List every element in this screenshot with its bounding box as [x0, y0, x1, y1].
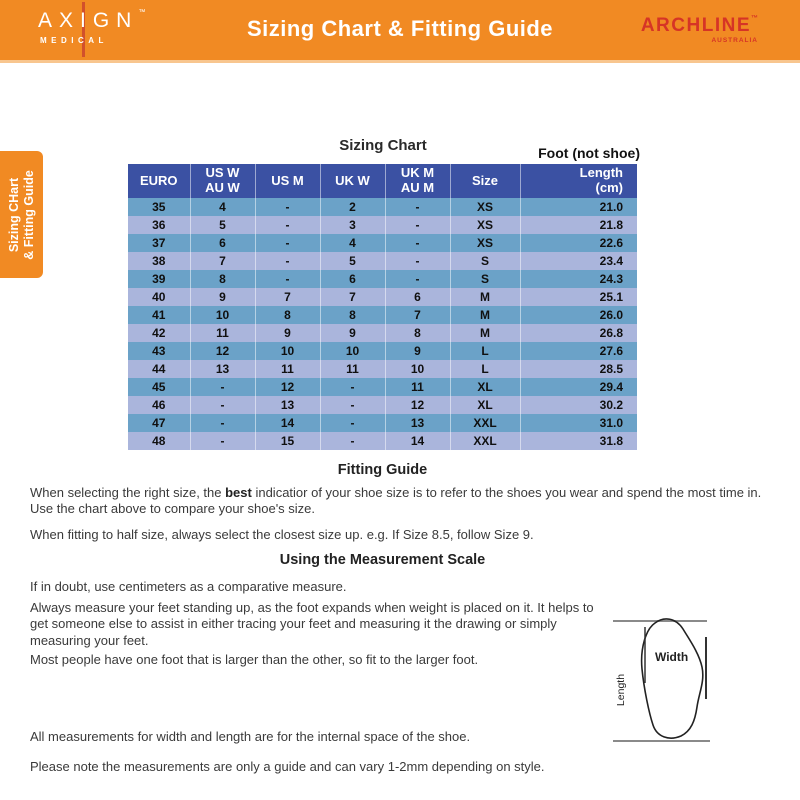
length-label: Length	[615, 673, 627, 707]
table-cell: -	[320, 378, 385, 396]
table-cell: 21.0	[599, 200, 623, 214]
table-cell: 11	[320, 360, 385, 378]
table-cell: 37	[128, 234, 190, 252]
table-cell: 47	[128, 414, 190, 432]
table-row	[128, 252, 637, 270]
table-cell: XXL	[450, 432, 520, 450]
table-cell: S	[450, 270, 520, 288]
sizing-table	[128, 164, 637, 450]
fitting-paragraph-1: When selecting the right size, the best indicatior of your shoe size is to refer to the shoes you wear and spend the most time in. Use the chart above to compare your shoe's size.	[30, 485, 762, 517]
fitting-paragraph-2: When fitting to half size, always select the closest size up. e.g. If Size 8.5, follow Size 9.	[30, 527, 534, 542]
column-header: US W AU W	[190, 164, 255, 198]
width-label: Width	[655, 650, 689, 664]
table-cell: -	[255, 270, 320, 288]
header-bar	[0, 0, 800, 60]
table-cell: -	[255, 198, 320, 216]
table-cell: -	[190, 414, 255, 432]
column-header: US M	[255, 164, 320, 198]
archline-logo	[641, 15, 758, 44]
table-row	[128, 216, 637, 234]
table-cell: 4	[320, 234, 385, 252]
side-tab-label: Sizing CHart & Fitting Guide	[6, 169, 36, 260]
foot-not-shoe-label: Foot (not shoe)	[538, 145, 640, 161]
table-cell: 25.1	[599, 290, 623, 304]
table-cell: 28.5	[599, 362, 623, 376]
table-cell: 13	[255, 396, 320, 414]
brand-name: ARCHLINE™	[640, 15, 758, 36]
table-cell: M	[450, 288, 520, 306]
table-row	[128, 306, 637, 324]
column-header: EURO	[128, 164, 190, 198]
table-cell: 31.0	[599, 416, 623, 430]
table-cell: 4	[190, 198, 255, 216]
table-cell: -	[385, 198, 450, 216]
measurement-paragraph-4: All measurements for width and length are for the internal space of the shoe.	[30, 729, 471, 744]
table-cell: 7	[190, 252, 255, 270]
column-header: Length (cm)	[520, 164, 637, 198]
bold-word: best	[225, 485, 252, 500]
side-tab-sizing-chart	[0, 151, 43, 278]
table-cell: -	[190, 432, 255, 450]
logo-subtitle: MEDICAL	[40, 36, 108, 45]
table-row	[128, 378, 637, 396]
table-cell: -	[385, 252, 450, 270]
table-cell: -	[320, 414, 385, 432]
table-cell: 31.8	[599, 434, 623, 448]
table-cell: 39	[128, 270, 190, 288]
table-cell: 8	[385, 324, 450, 342]
table-cell: 6	[320, 270, 385, 288]
foot-outline-drawing	[606, 610, 764, 778]
table-cell: 27.6	[599, 344, 623, 358]
table-cell: 44	[128, 360, 190, 378]
table-cell: -	[255, 252, 320, 270]
table-cell: 40	[128, 288, 190, 306]
table-cell: 6	[190, 234, 255, 252]
table-cell: 45	[128, 378, 190, 396]
table-cell: 8	[255, 306, 320, 324]
table-cell: 12	[255, 378, 320, 396]
measurement-scale-heading: Using the Measurement Scale	[279, 552, 486, 568]
table-cell: S	[450, 252, 520, 270]
table-cell: L	[450, 360, 520, 378]
table-cell: 26.8	[599, 326, 623, 340]
table-cell: 24.3	[599, 272, 623, 286]
table-header-row	[128, 164, 637, 198]
table-row	[128, 414, 637, 432]
table-cell: 9	[190, 288, 255, 306]
table-cell: 38	[128, 252, 190, 270]
table-cell: 14	[385, 432, 450, 450]
table-cell: 6	[385, 288, 450, 306]
table-cell: -	[190, 378, 255, 396]
table-cell: 13	[385, 414, 450, 432]
table-row	[128, 234, 637, 252]
table-cell: 12	[190, 342, 255, 360]
axign-logo	[38, 9, 145, 45]
table-cell: XL	[450, 396, 520, 414]
table-cell: 10	[255, 342, 320, 360]
table-row	[128, 324, 637, 342]
table-cell: L	[450, 342, 520, 360]
column-header: UK W	[320, 164, 385, 198]
trademark-symbol: ™	[138, 9, 146, 16]
table-cell: M	[450, 306, 520, 324]
table-cell: 9	[385, 342, 450, 360]
table-row	[128, 288, 637, 306]
column-header: UK M AU M	[385, 164, 450, 198]
table-cell: -	[190, 396, 255, 414]
table-cell: 15	[255, 432, 320, 450]
table-cell: XS	[450, 198, 520, 216]
table-cell: 13	[190, 360, 255, 378]
table-cell: XS	[450, 234, 520, 252]
table-cell: -	[320, 432, 385, 450]
table-cell: 48	[128, 432, 190, 450]
table-cell: 7	[385, 306, 450, 324]
table-cell: 8	[190, 270, 255, 288]
logo-name: AXIGN™	[38, 9, 146, 32]
table-cell: 5	[190, 216, 255, 234]
table-cell: 10	[320, 342, 385, 360]
table-cell: 7	[255, 288, 320, 306]
table-cell: -	[385, 216, 450, 234]
table-cell: XS	[450, 216, 520, 234]
table-cell: 11	[255, 360, 320, 378]
table-cell: 35	[128, 198, 190, 216]
table-cell: 11	[190, 324, 255, 342]
measurement-paragraph-3: Most people have one foot that is larger than the other, so fit to the larger foot.	[30, 652, 479, 667]
table-cell: -	[255, 234, 320, 252]
table-cell: 21.8	[599, 218, 623, 232]
measurement-paragraph-2: Always measure your feet standing up, as the foot expands when weight is placed on it. It helps to get someone else to assist in either tracing your feet and measuring it the drawing or simply measuring your feet.	[30, 600, 594, 648]
brand-subtitle: AUSTRALIA	[711, 37, 758, 44]
table-cell: 7	[320, 288, 385, 306]
table-row	[128, 396, 637, 414]
table-row	[128, 198, 637, 216]
foot-measurement-diagram	[606, 610, 764, 783]
table-cell: 9	[255, 324, 320, 342]
table-row	[128, 342, 637, 360]
fitting-guide-heading: Fitting Guide	[337, 462, 428, 478]
table-cell: XXL	[450, 414, 520, 432]
table-cell: 9	[320, 324, 385, 342]
table-cell: 22.6	[599, 236, 623, 250]
table-cell: 3	[320, 216, 385, 234]
table-row	[128, 360, 637, 378]
header-underline-decoration	[0, 60, 800, 63]
column-header: Size	[450, 164, 520, 198]
sizing-chart-title: Sizing Chart	[339, 137, 427, 154]
trademark-symbol: ™	[751, 15, 758, 22]
foot-outline-path	[642, 619, 703, 738]
table-cell: M	[450, 324, 520, 342]
measurement-paragraph-1: If in doubt, use centimeters as a comparative measure.	[30, 579, 347, 594]
table-cell: 46	[128, 396, 190, 414]
table-cell: 11	[385, 378, 450, 396]
table-cell: 36	[128, 216, 190, 234]
table-row	[128, 432, 637, 450]
table-cell: XL	[450, 378, 520, 396]
table-cell: 23.4	[599, 254, 623, 268]
table-cell: 30.2	[599, 398, 623, 412]
table-cell: 42	[128, 324, 190, 342]
table-cell: 2	[320, 198, 385, 216]
table-cell: 43	[128, 342, 190, 360]
table-cell: 29.4	[599, 380, 623, 394]
table-cell: 41	[128, 306, 190, 324]
table-cell: -	[320, 396, 385, 414]
table-cell: -	[255, 216, 320, 234]
table-cell: 10	[385, 360, 450, 378]
page-title: Sizing Chart & Fitting Guide	[246, 16, 554, 41]
table-row	[128, 270, 637, 288]
table-cell: 14	[255, 414, 320, 432]
measurement-paragraph-5: Please note the measurements are only a guide and can vary 1-2mm depending on style.	[30, 759, 545, 774]
table-cell: -	[385, 234, 450, 252]
table-cell: 10	[190, 306, 255, 324]
table-cell: 8	[320, 306, 385, 324]
table-cell: -	[385, 270, 450, 288]
table-cell: 26.0	[599, 308, 623, 322]
table-cell: 12	[385, 396, 450, 414]
table-cell: 5	[320, 252, 385, 270]
